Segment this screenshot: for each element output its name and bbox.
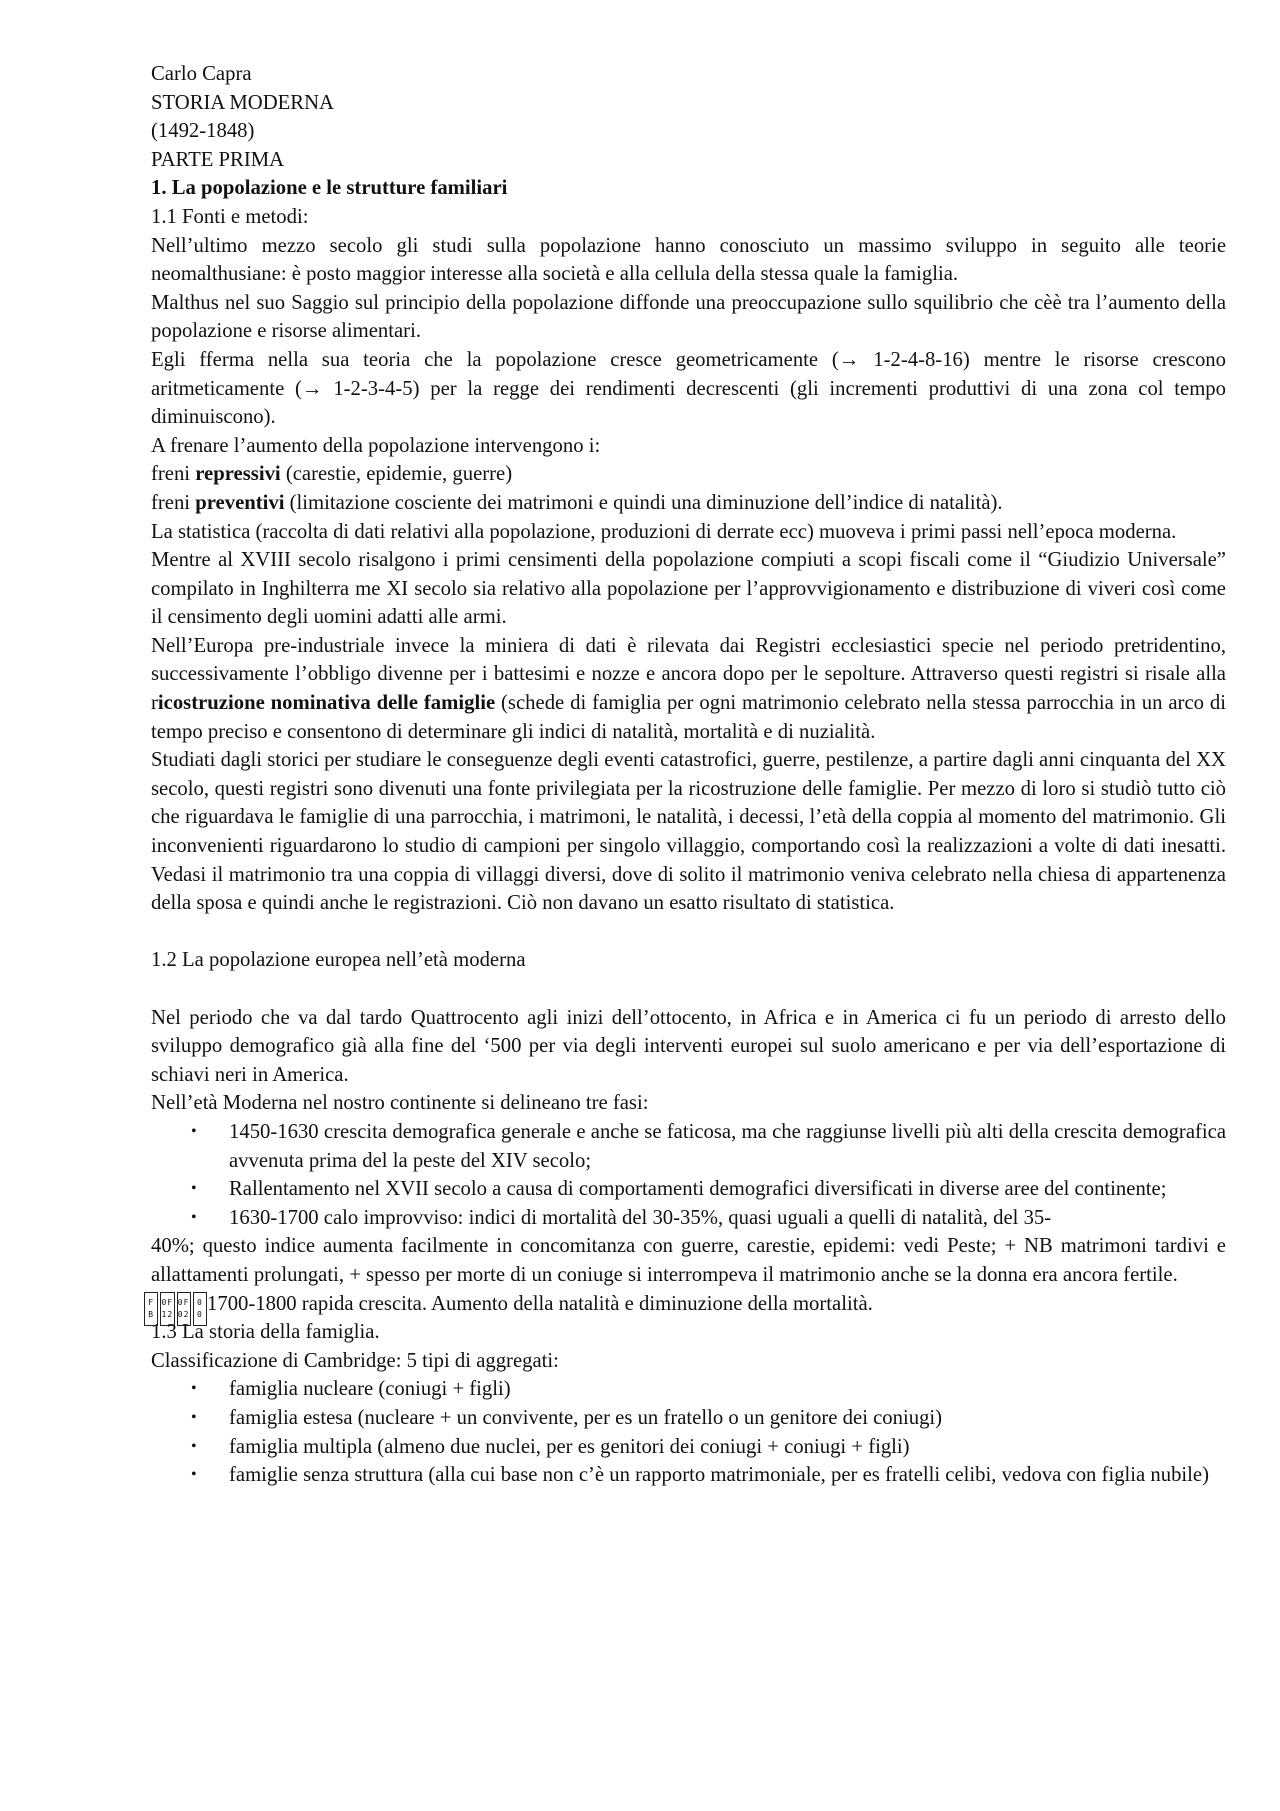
paragraph: La statistica (raccolta di dati relativi alla popolazione, produzioni di derrate ecc) muoveva i primi passi nell’epoca moderna. (151, 520, 1177, 543)
list-item: • famiglia estesa (nucleare + un convivente, per es un fratello o un genitore dei coniugi) (151, 1404, 1226, 1433)
book-period: (1492-1848) (151, 120, 255, 143)
paragraph: 40%; questo indice aumenta facilmente in concomitanza con guerre, carestie, epidemi: vedi Peste; + NB matrimoni tardivi e allattamenti prolungati, + spesso per morte di un coniuge si interrompeva il matrimonio anche se la donna era ancora fertile. (151, 1235, 1226, 1286)
paragraph: Studiati dagli storici per studiare le conseguenze degli eventi catastrofici, guerre, pestilenze, a partire dagli anni cinquanta del XX secolo, questi registri sono divenuti una fonte privilegiata per la ricostruzione delle famiglie. Per mezzo di loro si studiò tutto ciò che riguardava le famiglie di una parrocchia, i matrimoni, le natalità, i decessi, l’età della coppia al momento del matrimonio. Gli inconvenienti riguardarono lo studio di campioni per singolo villaggio, comportando così la realizzazioni a volte di dati inesatti. Vedasi il matrimonio tra una coppia di villaggi diversi, dove di solito il matrimonio veniva celebrato nella chiesa di appartenenza della sposa e quindi anche le registrazioni. Ciò non davano un esatto risultato di statistica. (151, 749, 1226, 915)
section-1-1-heading: 1.1 Fonti e metodi: (151, 205, 309, 228)
book-title: STORIA MODERNA (151, 91, 334, 114)
paragraph: Nell’Europa pre-industriale invece la miniera di dati è rilevata dai Registri ecclesiastici specie nel periodo pretridentino, successivamente l’obbligo divenne per i battesimi e nozze e ancora dopo per le sepolture. Attraverso questi registri si risale alla ricostruzione nominativa delle famiglie (schede di famiglia per ogni matrimonio celebrato nella stessa parrocchia in un arco di tempo preciso e consentono di determinare gli indici di natalità, mortalità e di nuzialità. (151, 634, 1226, 743)
list-item: • 1630-1700 calo improvviso: indici di mortalità del 30-35%, quasi uguali a quelli di natalità, del 35- (151, 1204, 1226, 1233)
document-page (148, 60, 1226, 1490)
blank-line (151, 975, 1226, 1004)
blank-line (151, 918, 1226, 947)
missing-glyph-icon: F B 0F 12 0F 02 0 0 (144, 1292, 207, 1326)
paragraph: Malthus nel suo Saggio sul principio della popolazione diffonde una preoccupazione sullo squilibrio che cèè tra l’aumento della popolazione e risorse alimentari. (151, 291, 1226, 343)
chapter-title: 1. La popolazione e le strutture familiari (151, 177, 508, 200)
list-item: • famiglie senza struttura (alla cui base non c’è un rapporto matrimoniale, per es fratelli celibi, vedova con figlia nubile) (151, 1461, 1226, 1490)
list-item: • 1450-1630 crescita demografica generale e anche se faticosa, ma che raggiunse livelli più alti della crescita demografica avvenuta prima del la peste del XIV secolo; (151, 1118, 1226, 1175)
paragraph: A frenare l’aumento della popolazione intervengono i: (151, 434, 601, 457)
phases-list (151, 1118, 1226, 1232)
part-title: PARTE PRIMA (151, 148, 285, 171)
freni-repressivi: freni repressivi (carestie, epidemie, guerre) (151, 463, 513, 486)
author: Carlo Capra (151, 63, 252, 85)
paragraph: Mentre al XVIII secolo risalgono i primi censimenti della popolazione compiuti a scopi fiscali come il “Giudizio Universale” compilato in Inghilterra me XI secolo sia relativo alla popolazione per l’approvvigionamento e distribuzione di viveri così come il censimento degli uomini adatti alle armi. (151, 549, 1226, 629)
freni-preventivi: freni preventivi (limitazione cosciente dei matrimoni e quindi una diminuzione dell’indice di natalità). (151, 491, 1003, 514)
paragraph: Nell’ultimo mezzo secolo gli studi sulla popolazione hanno conosciuto un massimo sviluppo in seguito alle teorie neomalthusiane: è posto maggior interesse alla società e alla cellula della stessa quale la famiglia. (151, 234, 1226, 286)
paragraph: Classificazione di Cambridge: 5 tipi di aggregati: (151, 1349, 559, 1372)
list-item: • famiglia multipla (almeno due nuclei, per es genitori dei coniugi + coniugi + figli) (151, 1433, 1226, 1462)
section-1-2-heading: 1.2 La popolazione europea nell’età moderna (151, 949, 526, 972)
family-types-list (151, 1375, 1226, 1489)
paragraph: Nell’età Moderna nel nostro continente si delineano tre fasi: (151, 1092, 649, 1115)
paragraph: Egli fferma nella sua teoria che la popolazione cresce geometricamente (→ 1-2-4-8-16) mentre le risorse crescono aritmeticamente (→ 1-2-3-4-5) per la regge dei rendimenti decrescenti (gli incrementi produttivi di una zona col tempo diminuiscono). (151, 348, 1226, 429)
list-item: • Rallentamento nel XVII secolo a causa di comportamenti demografici diversificati in diverse aree del continente; (151, 1175, 1226, 1204)
list-item: • famiglia nucleare (coniugi + figli) (151, 1375, 1226, 1404)
paragraph: 1700-1800 rapida crescita. Aumento della natalità e diminuzione della mortalità. (207, 1292, 873, 1315)
phase-4-row (148, 1290, 1226, 1319)
section-1-3-heading: 1.3 La storia della famiglia. (151, 1321, 380, 1344)
paragraph: Nel periodo che va dal tardo Quattrocento agli inizi dell’ottocento, in Africa e in America ci fu un periodo di arresto dello sviluppo demografico già alla fine del ‘500 per via degli interventi europei sul suolo americano e per via dell’esportazione di schiavi neri in America. (151, 1006, 1226, 1086)
